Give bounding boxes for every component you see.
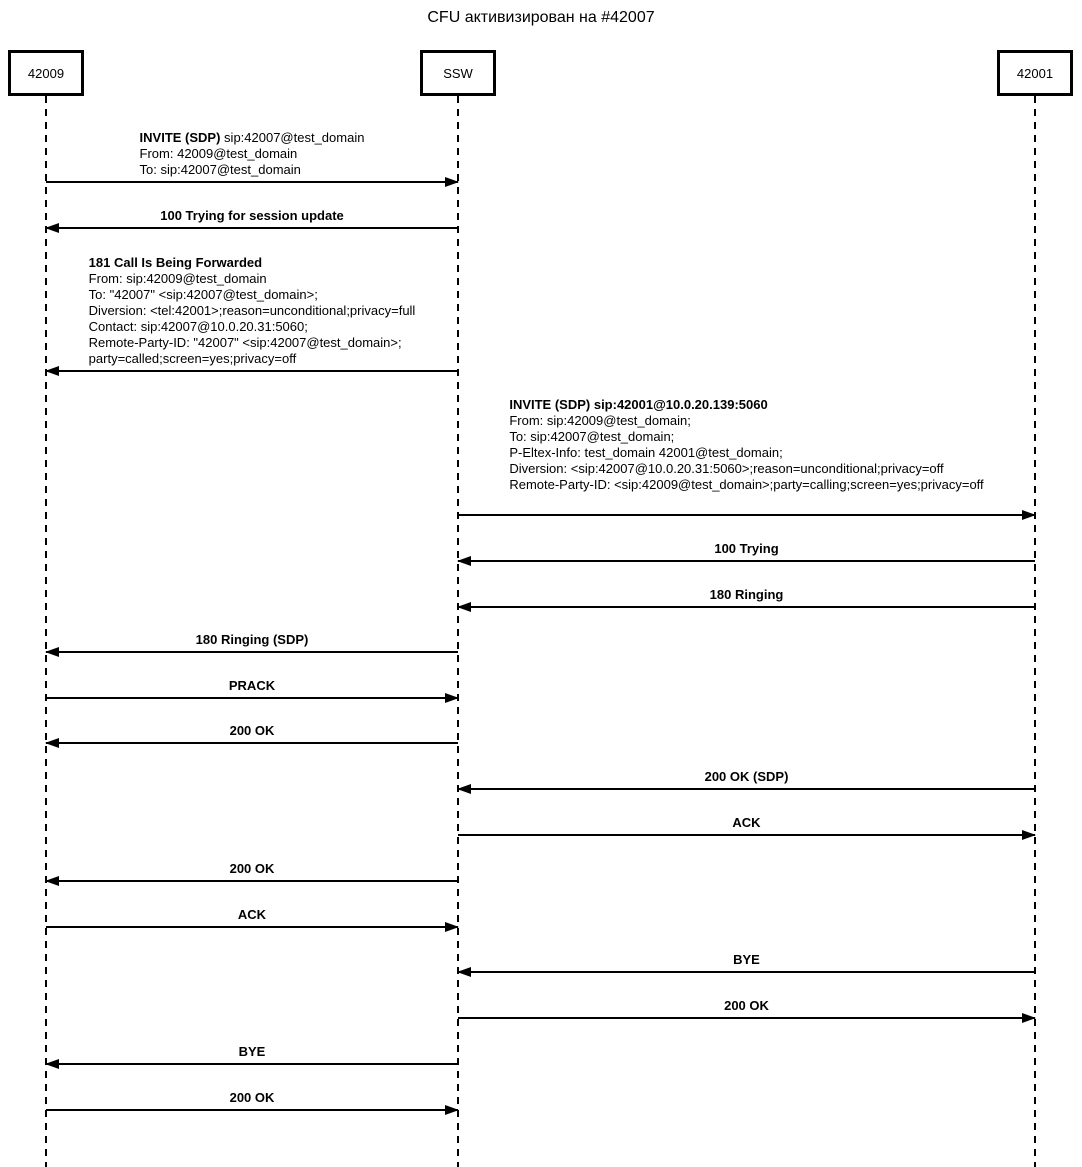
message-arrow — [46, 222, 458, 234]
message-text-segment: BYE — [733, 952, 760, 967]
message-text-segment: 181 Call Is Being Forwarded — [88, 255, 263, 270]
message-text-segment: sip:42007@test_domain — [220, 130, 365, 145]
message-text-segment: 180 Ringing (SDP) — [195, 632, 309, 647]
message-text-segment: To: sip:42007@test_domain — [139, 162, 301, 177]
message-arrow — [458, 601, 1035, 613]
message-arrow — [458, 829, 1035, 841]
arrowhead-icon — [45, 738, 59, 748]
arrowhead-icon — [45, 223, 59, 233]
arrowhead-icon — [457, 556, 471, 566]
message-text-segment: INVITE (SDP) sip:42001@10.0.20.139:5060 — [509, 397, 768, 412]
message-line — [509, 461, 983, 477]
arrow-line — [46, 1109, 458, 1111]
arrow-line — [46, 1063, 458, 1065]
message-line — [140, 146, 365, 162]
arrowhead-icon — [445, 922, 459, 932]
arrow-line — [46, 880, 458, 882]
message-label — [46, 130, 458, 178]
arrow-line — [458, 1017, 1035, 1019]
message-line — [509, 445, 983, 461]
message-arrow — [458, 1012, 1035, 1024]
message-line — [89, 335, 416, 351]
arrow-line — [458, 834, 1035, 836]
arrowhead-icon — [445, 1105, 459, 1115]
arrowhead-icon — [445, 693, 459, 703]
message-text-segment: BYE — [238, 1044, 266, 1059]
message-line — [509, 413, 983, 429]
message-arrow — [46, 176, 458, 188]
arrow-line — [46, 742, 458, 744]
arrowhead-icon — [45, 647, 59, 657]
message-text-segment: 200 OK (SDP) — [704, 769, 789, 784]
arrow-line — [46, 181, 458, 183]
actor-box-SSW — [420, 50, 496, 96]
arrowhead-icon — [457, 602, 471, 612]
arrow-line — [46, 370, 458, 372]
message-text-segment: ACK — [732, 815, 761, 830]
message-text-segment: 100 Trying — [714, 541, 779, 556]
message-text-segment: party=called;screen=yes;privacy=off — [88, 351, 297, 366]
message-arrow — [46, 1104, 458, 1116]
message-arrow — [46, 1058, 458, 1070]
arrow-line — [458, 514, 1035, 516]
arrowhead-icon — [1022, 510, 1036, 520]
message-line — [89, 255, 416, 271]
message-arrow — [458, 783, 1035, 795]
message-text-segment: 200 OK — [229, 861, 275, 876]
message-line — [89, 303, 416, 319]
arrowhead-icon — [1022, 830, 1036, 840]
arrow-line — [46, 651, 458, 653]
actor-box-42001 — [997, 50, 1073, 96]
arrowhead-icon — [45, 876, 59, 886]
message-text-segment: Remote-Party-ID: <sip:42009@test_domain>;party=calling;screen=yes;privacy=off — [509, 477, 984, 492]
arrowhead-icon — [457, 967, 471, 977]
message-arrow — [46, 875, 458, 887]
message-line — [509, 477, 983, 493]
message-text-segment: From: 42009@test_domain — [139, 146, 298, 161]
message-text — [89, 255, 416, 367]
message-text-segment: 200 OK — [229, 723, 275, 738]
actor-box-42009 — [8, 50, 84, 96]
actor-label: 42009 — [27, 65, 65, 81]
message-arrow — [458, 966, 1035, 978]
message-arrow — [458, 555, 1035, 567]
message-line — [509, 397, 983, 413]
actor-label: SSW — [443, 65, 473, 81]
message-line — [140, 130, 365, 146]
message-label — [458, 397, 1035, 493]
message-arrow — [46, 646, 458, 658]
message-text-segment: Remote-Party-ID: "42007" <sip:42007@test_domain>; — [88, 335, 402, 350]
message-arrow — [46, 921, 458, 933]
arrowhead-icon — [45, 366, 59, 376]
diagram-title: CFU активизирован на #42007 — [427, 9, 655, 26]
message-text-segment: Diversion: <tel:42001>;reason=unconditional;privacy=full — [88, 303, 416, 318]
message-text-segment: P-Eltex-Info: test_domain 42001@test_domain; — [509, 445, 783, 460]
message-line — [89, 319, 416, 335]
message-line — [89, 287, 416, 303]
arrow-line — [46, 926, 458, 928]
arrow-line — [458, 788, 1035, 790]
message-text-segment: From: sip:42009@test_domain; — [509, 413, 691, 428]
arrow-line — [46, 227, 458, 229]
arrow-line — [458, 560, 1035, 562]
message-text — [140, 130, 365, 178]
message-text — [509, 397, 983, 493]
message-arrow — [46, 365, 458, 377]
arrow-line — [458, 606, 1035, 608]
message-text-segment: To: "42007" <sip:42007@test_domain>; — [88, 287, 318, 302]
message-text-segment: 100 Trying for session update — [160, 208, 344, 223]
message-line — [509, 429, 983, 445]
message-text-segment: Contact: sip:42007@10.0.20.31:5060; — [88, 319, 308, 334]
message-text-segment: From: sip:42009@test_domain — [88, 271, 267, 286]
message-arrow — [46, 692, 458, 704]
actor-label: 42001 — [1016, 65, 1054, 81]
arrow-line — [46, 697, 458, 699]
message-line — [89, 271, 416, 287]
message-label — [46, 255, 458, 367]
message-arrow — [46, 737, 458, 749]
arrow-line — [458, 971, 1035, 973]
message-text-segment: 180 Ringing — [709, 587, 784, 602]
message-text-segment: PRACK — [228, 678, 276, 693]
message-text-segment: INVITE (SDP) — [139, 130, 221, 145]
arrowhead-icon — [1022, 1013, 1036, 1023]
arrowhead-icon — [445, 177, 459, 187]
message-text-segment: 200 OK — [724, 998, 769, 1013]
message-text-segment: Diversion: <sip:42007@10.0.20.31:5060>;reason=unconditional;privacy=off — [509, 461, 944, 476]
arrowhead-icon — [457, 784, 471, 794]
message-arrow — [458, 509, 1035, 521]
arrowhead-icon — [45, 1059, 59, 1069]
message-text-segment: To: sip:42007@test_domain; — [509, 429, 675, 444]
message-text-segment: 200 OK — [229, 1090, 275, 1105]
message-text-segment: ACK — [237, 907, 267, 922]
